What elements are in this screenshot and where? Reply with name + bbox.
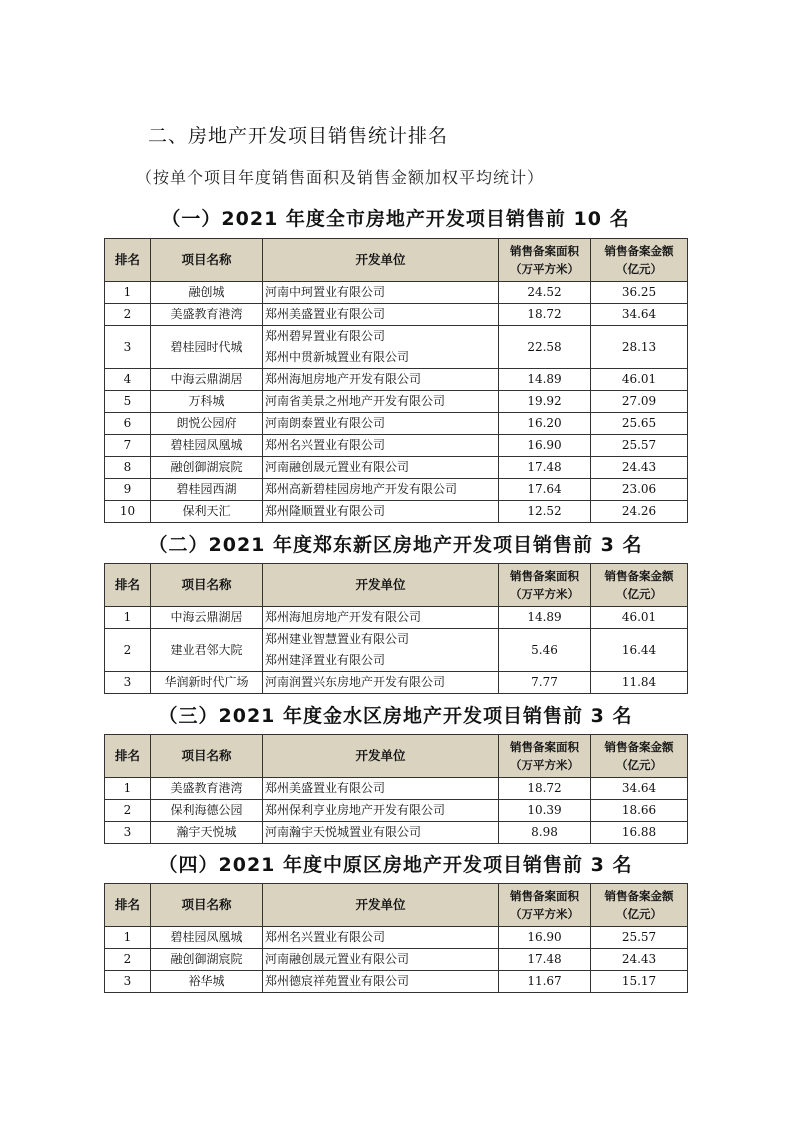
cell-rank: 2 (105, 629, 151, 672)
cell-amount: 25.57 (591, 927, 688, 949)
table-row (105, 971, 688, 993)
cell-area: 7.77 (499, 672, 591, 694)
column-header-area (499, 884, 591, 927)
cell-area: 22.58 (499, 326, 591, 369)
cell-project-name: 碧桂园凤凰城 (151, 927, 263, 949)
column-header-amount (591, 735, 688, 778)
section-title: （二）2021 年度郑东新区房地产开发项目销售前 3 名 (148, 534, 643, 556)
table-header-row (105, 564, 688, 607)
cell-project-name: 美盛教育港湾 (151, 778, 263, 800)
developer-name: 郑州建泽置业有限公司 (265, 653, 386, 667)
table-header-row (105, 239, 688, 282)
cell-amount: 25.57 (591, 435, 688, 457)
cell-developer (263, 607, 499, 629)
cell-amount: 34.64 (591, 778, 688, 800)
column-header-rank (105, 884, 151, 927)
cell-amount: 24.26 (591, 501, 688, 523)
column-header-amount-line: 销售备案金额 (604, 244, 674, 258)
cell-area: 5.46 (499, 629, 591, 672)
cell-developer (263, 501, 499, 523)
table-header-row (105, 735, 688, 778)
developer-name: 河南朗泰置业有限公司 (265, 416, 386, 430)
table-row (105, 927, 688, 949)
cell-developer (263, 927, 499, 949)
column-header-amount-line: （亿元） (616, 758, 662, 772)
cell-rank: 1 (105, 778, 151, 800)
column-header-name (151, 564, 263, 607)
cell-amount: 34.64 (591, 304, 688, 326)
cell-rank: 3 (105, 822, 151, 844)
section-title: （三）2021 年度金水区房地产开发项目销售前 3 名 (158, 705, 633, 727)
column-header-rank-line: 排名 (114, 748, 140, 763)
table-row (105, 607, 688, 629)
developer-name: 郑州中贯新城置业有限公司 (265, 350, 410, 364)
table-row (105, 629, 688, 672)
developer-name: 河南融创晟元置业有限公司 (265, 460, 410, 474)
column-header-amount-line: 销售备案金额 (604, 569, 674, 583)
developer-name: 郑州德宸祥苑置业有限公司 (265, 974, 410, 988)
developer-name: 郑州美盛置业有限公司 (265, 307, 386, 321)
cell-project-name: 中海云鼎湖居 (151, 369, 263, 391)
cell-developer (263, 672, 499, 694)
column-header-area (499, 564, 591, 607)
developer-name: 郑州海旭房地产开发有限公司 (265, 372, 422, 386)
developer-name: 郑州名兴置业有限公司 (265, 438, 386, 452)
table-row (105, 672, 688, 694)
cell-rank: 2 (105, 949, 151, 971)
cell-amount: 46.01 (591, 369, 688, 391)
cell-rank: 3 (105, 326, 151, 369)
cell-rank: 4 (105, 369, 151, 391)
cell-project-name: 融创御湖宸院 (151, 949, 263, 971)
column-header-area-line: （万平方米） (510, 907, 579, 921)
cell-amount: 25.65 (591, 413, 688, 435)
cell-project-name: 万科城 (151, 391, 263, 413)
cell-rank: 2 (105, 800, 151, 822)
column-header-amount (591, 564, 688, 607)
column-header-rank (105, 564, 151, 607)
cell-project-name: 华润新时代广场 (151, 672, 263, 694)
cell-project-name: 建业君邻大院 (151, 629, 263, 672)
column-header-area (499, 239, 591, 282)
cell-rank: 9 (105, 479, 151, 501)
cell-developer (263, 778, 499, 800)
column-header-name (151, 884, 263, 927)
column-header-developer (263, 735, 499, 778)
developer-name: 郑州隆顺置业有限公司 (265, 504, 386, 518)
cell-amount: 28.13 (591, 326, 688, 369)
cell-developer (263, 822, 499, 844)
developer-name: 河南中珂置业有限公司 (265, 285, 386, 299)
cell-developer (263, 949, 499, 971)
cell-rank: 5 (105, 391, 151, 413)
column-header-amount-line: 销售备案金额 (604, 740, 674, 754)
table-row (105, 822, 688, 844)
cell-rank: 3 (105, 672, 151, 694)
developer-name: 郑州美盛置业有限公司 (265, 781, 386, 795)
cell-developer (263, 326, 499, 369)
developer-name: 郑州建业智慧置业有限公司 (265, 632, 410, 646)
column-header-area-line: （万平方米） (510, 262, 579, 276)
cell-project-name: 裕华城 (151, 971, 263, 993)
page-note: （按单个项目年度销售面积及销售金额加权平均统计） (136, 168, 545, 187)
cell-area: 24.52 (499, 282, 591, 304)
cell-amount: 18.66 (591, 800, 688, 822)
section-title: （四）2021 年度中原区房地产开发项目销售前 3 名 (158, 854, 633, 876)
column-header-area-line: 销售备案面积 (510, 740, 579, 754)
developer-name: 郑州碧昇置业有限公司 (265, 329, 386, 343)
table-header-row (105, 884, 688, 927)
table-row (105, 778, 688, 800)
column-header-area-line: 销售备案面积 (510, 569, 579, 583)
table-row (105, 501, 688, 523)
column-header-amount-line: 销售备案金额 (604, 889, 674, 903)
ranking-table (104, 734, 688, 844)
developer-name: 郑州名兴置业有限公司 (265, 930, 386, 944)
ranking-table (104, 238, 688, 523)
cell-amount: 46.01 (591, 607, 688, 629)
column-header-rank-line: 排名 (114, 577, 140, 592)
developer-name: 郑州海旭房地产开发有限公司 (265, 610, 422, 624)
cell-amount: 27.09 (591, 391, 688, 413)
section-title: （一）2021 年度全市房地产开发项目销售前 10 名 (161, 208, 630, 230)
cell-amount: 23.06 (591, 479, 688, 501)
cell-amount: 36.25 (591, 282, 688, 304)
page-heading: 二、房地产开发项目销售统计排名 (148, 125, 449, 147)
cell-amount: 24.43 (591, 949, 688, 971)
column-header-developer-line: 开发单位 (355, 577, 406, 592)
cell-developer (263, 479, 499, 501)
cell-area: 8.98 (499, 822, 591, 844)
table-row (105, 479, 688, 501)
cell-amount: 15.17 (591, 971, 688, 993)
cell-rank: 6 (105, 413, 151, 435)
column-header-developer (263, 884, 499, 927)
cell-developer (263, 304, 499, 326)
cell-area: 17.48 (499, 949, 591, 971)
column-header-developer-line: 开发单位 (355, 897, 406, 912)
cell-project-name: 碧桂园西湖 (151, 479, 263, 501)
cell-rank: 8 (105, 457, 151, 479)
cell-developer (263, 391, 499, 413)
developer-name: 河南融创晟元置业有限公司 (265, 952, 410, 966)
ranking-table (104, 563, 688, 694)
table-row (105, 949, 688, 971)
cell-amount: 16.88 (591, 822, 688, 844)
cell-area: 17.48 (499, 457, 591, 479)
column-header-developer-line: 开发单位 (355, 748, 406, 763)
ranking-table (104, 883, 688, 993)
table-row (105, 391, 688, 413)
cell-developer (263, 435, 499, 457)
cell-area: 14.89 (499, 369, 591, 391)
cell-developer (263, 282, 499, 304)
cell-area: 11.67 (499, 971, 591, 993)
column-header-name (151, 735, 263, 778)
column-header-amount-line: （亿元） (616, 587, 662, 601)
table-row (105, 369, 688, 391)
column-header-name-line: 项目名称 (181, 252, 232, 267)
table-row (105, 800, 688, 822)
cell-project-name: 美盛教育港湾 (151, 304, 263, 326)
cell-area: 17.64 (499, 479, 591, 501)
column-header-rank-line: 排名 (114, 252, 140, 267)
cell-area: 12.52 (499, 501, 591, 523)
cell-area: 16.20 (499, 413, 591, 435)
cell-rank: 3 (105, 971, 151, 993)
cell-project-name: 保利海德公园 (151, 800, 263, 822)
cell-project-name: 中海云鼎湖居 (151, 607, 263, 629)
column-header-rank (105, 735, 151, 778)
cell-rank: 1 (105, 282, 151, 304)
column-header-amount-line: （亿元） (616, 262, 662, 276)
table-row (105, 413, 688, 435)
developer-name: 郑州保利亨业房地产开发有限公司 (265, 803, 446, 817)
cell-amount: 24.43 (591, 457, 688, 479)
cell-developer (263, 629, 499, 672)
table-row (105, 326, 688, 369)
cell-project-name: 融创御湖宸院 (151, 457, 263, 479)
column-header-name-line: 项目名称 (181, 577, 232, 592)
cell-area: 16.90 (499, 435, 591, 457)
cell-project-name: 瀚宇天悦城 (151, 822, 263, 844)
cell-project-name: 碧桂园凤凰城 (151, 435, 263, 457)
cell-project-name: 融创城 (151, 282, 263, 304)
cell-amount: 11.84 (591, 672, 688, 694)
column-header-name (151, 239, 263, 282)
cell-developer (263, 800, 499, 822)
cell-developer (263, 369, 499, 391)
cell-rank: 2 (105, 304, 151, 326)
developer-name: 河南省美景之州地产开发有限公司 (265, 394, 446, 408)
column-header-amount-line: （亿元） (616, 907, 662, 921)
column-header-rank (105, 239, 151, 282)
cell-amount: 16.44 (591, 629, 688, 672)
cell-area: 10.39 (499, 800, 591, 822)
cell-project-name: 保利天汇 (151, 501, 263, 523)
cell-area: 19.92 (499, 391, 591, 413)
table-row (105, 457, 688, 479)
column-header-area-line: 销售备案面积 (510, 244, 579, 258)
column-header-developer-line: 开发单位 (355, 252, 406, 267)
cell-rank: 10 (105, 501, 151, 523)
column-header-rank-line: 排名 (114, 897, 140, 912)
cell-project-name: 朗悦公园府 (151, 413, 263, 435)
column-header-developer (263, 564, 499, 607)
column-header-area-line: 销售备案面积 (510, 889, 579, 903)
cell-developer (263, 457, 499, 479)
cell-area: 16.90 (499, 927, 591, 949)
column-header-name-line: 项目名称 (181, 748, 232, 763)
table-row (105, 304, 688, 326)
column-header-area-line: （万平方米） (510, 587, 579, 601)
cell-rank: 7 (105, 435, 151, 457)
cell-area: 14.89 (499, 607, 591, 629)
developer-name: 河南瀚宇天悦城置业有限公司 (265, 825, 422, 839)
table-row (105, 282, 688, 304)
cell-area: 18.72 (499, 778, 591, 800)
column-header-amount (591, 884, 688, 927)
column-header-area-line: （万平方米） (510, 758, 579, 772)
cell-rank: 1 (105, 927, 151, 949)
column-header-amount (591, 239, 688, 282)
table-row (105, 435, 688, 457)
cell-area: 18.72 (499, 304, 591, 326)
cell-developer (263, 971, 499, 993)
cell-project-name: 碧桂园时代城 (151, 326, 263, 369)
column-header-name-line: 项目名称 (181, 897, 232, 912)
cell-developer (263, 413, 499, 435)
column-header-developer (263, 239, 499, 282)
developer-name: 河南润置兴东房地产开发有限公司 (265, 675, 446, 689)
developer-name: 郑州高新碧桂园房地产开发有限公司 (265, 482, 458, 496)
cell-rank: 1 (105, 607, 151, 629)
column-header-area (499, 735, 591, 778)
